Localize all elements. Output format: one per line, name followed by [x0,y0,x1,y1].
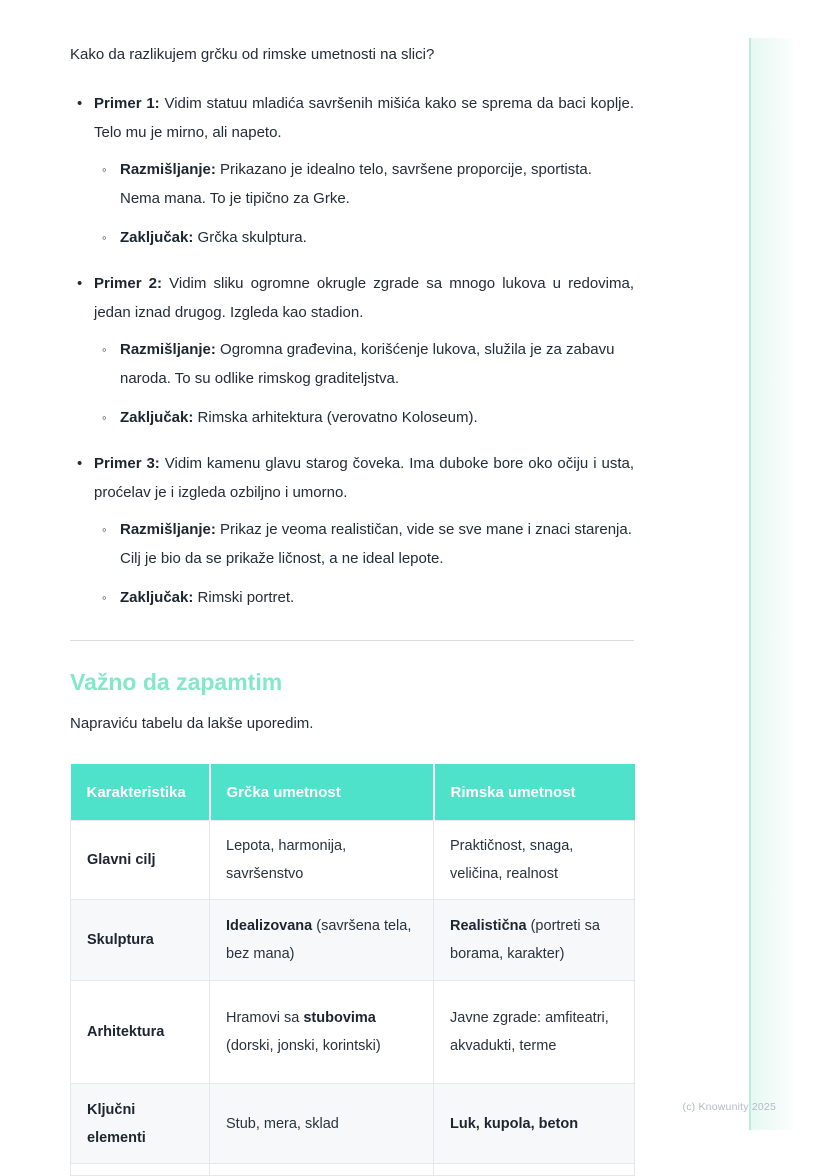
document-content [70,44,634,1176]
example-label: Primer 1: [94,95,160,112]
table-row [71,981,635,1084]
header-cell-greek: Grčka umetnost [210,764,434,821]
conclusion-item [70,403,634,432]
thinking-label: Razmišljanje: [120,521,216,538]
example-text [70,89,634,147]
example-sublist [70,335,634,432]
conclusion-label: Zaključak: [120,229,194,246]
conclusion-body: Rimski portret. [193,589,295,606]
roman-cell: Realistična (portreti sa borama, karakter) [434,900,635,981]
circle-bullet-icon: ◦ [102,410,107,425]
example-label: Primer 2: [94,275,162,292]
thinking-text [70,155,634,213]
example-label: Primer 3: [94,455,160,472]
conclusion-text [70,583,634,612]
feature-cell: Skulptura [71,900,210,981]
bullet-icon: • [77,275,83,292]
conclusion-body: Grčka skulptura. [193,229,307,246]
table-row [71,821,635,900]
comparison-table [70,764,635,1176]
conclusion-item [70,583,634,612]
table-row [71,1084,635,1164]
feature-cell: Ključni elementi [71,1084,210,1164]
question-text: Kako da razlikujem grčku od rimske umetnosti na slici? [70,46,435,63]
table-row [71,900,635,981]
example-text [70,449,634,507]
greek-cell: Lepota, harmonija, savršenstvo [210,821,434,900]
thinking-label: Razmišljanje: [120,161,216,178]
circle-bullet-icon: ◦ [102,162,107,177]
thinking-body: Prikazano je idealno telo, savršene proporcije, sportista. Nema mana. To je tipično za Grke. [120,161,592,207]
watermark: (c) Knowunity 2025 [682,1101,776,1113]
table-row-partial [71,1164,635,1176]
thinking-text [70,515,634,573]
examples-list [70,89,634,612]
section-divider [70,640,634,641]
feature-cell: Glavni cilj [71,821,210,900]
thinking-body: Ogromna građevina, korišćenje lukova, služila je za zabavu naroda. To su odlike rimskog graditeljstva. [120,341,615,387]
greek-cell: Stub, mera, sklad [210,1084,434,1164]
circle-bullet-icon: ◦ [102,230,107,245]
intro-text: Napraviću tabelu da lakše uporedim. [70,715,314,732]
greek-cell: Hramovi sa stubovima (dorski, jonski, korintski) [210,981,434,1084]
greek-cell [210,1164,434,1176]
example-text [70,269,634,327]
thinking-item [70,335,634,393]
circle-bullet-icon: ◦ [102,522,107,537]
example-item [70,449,634,612]
feature-cell [71,1164,210,1176]
thinking-item [70,515,634,573]
conclusion-label: Zaključak: [120,589,194,606]
section-heading: Važno da zapamtim [70,669,283,695]
conclusion-text [70,403,634,432]
thinking-item [70,155,634,213]
example-item [70,89,634,252]
example-body: Vidim statuu mladića savršenih mišića kako se sprema da baci koplje. Telo mu je mirno, ali napeto. [94,95,634,141]
highlight-strip [749,38,794,1130]
conclusion-item [70,223,634,252]
bullet-icon: • [77,95,83,112]
conclusion-text [70,223,634,252]
roman-cell: Luk, kupola, beton [434,1084,635,1164]
thinking-text [70,335,634,393]
example-body: Vidim kamenu glavu starog čoveka. Ima duboke bore oko očiju i usta, proćelav je i izgleda ozbiljno i umorno. [94,455,634,501]
header-cell-characteristic: Karakteristika [71,764,210,821]
roman-cell: Praktičnost, snaga, veličina, realnost [434,821,635,900]
circle-bullet-icon: ◦ [102,342,107,357]
conclusion-body: Rimska arhitektura (verovatno Koloseum). [193,409,478,426]
thinking-label: Razmišljanje: [120,341,216,358]
example-sublist [70,155,634,252]
circle-bullet-icon: ◦ [102,590,107,605]
example-item [70,269,634,432]
table-header-row [71,764,635,821]
header-cell-roman: Rimska umetnost [434,764,635,821]
example-sublist [70,515,634,612]
feature-cell: Arhitektura [71,981,210,1084]
roman-cell [434,1164,635,1176]
example-body: Vidim sliku ogromne okrugle zgrade sa mnogo lukova u redovima, jedan iznad drugog. Izgleda kao stadion. [94,275,634,321]
conclusion-label: Zaključak: [120,409,194,426]
thinking-body: Prikaz je veoma realističan, vide se sve mane i znaci starenja. Cilj je bio da se prikaže ličnost, a ne ideal lepote. [120,521,632,567]
bullet-icon: • [77,455,83,472]
greek-cell: Idealizovana (savršena tela, bez mana) [210,900,434,981]
roman-cell: Javne zgrade: amfiteatri, akvadukti, terme [434,981,635,1084]
